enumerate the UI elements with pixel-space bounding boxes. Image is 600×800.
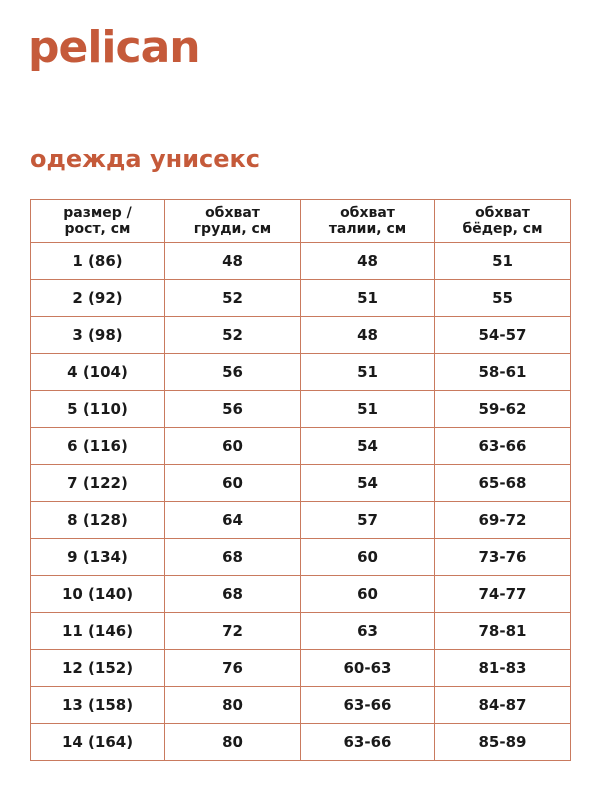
cell-hips: 85-89 [435, 724, 571, 761]
cell-size: 12 (152) [31, 650, 165, 687]
cell-hips: 84-87 [435, 687, 571, 724]
cell-size: 8 (128) [31, 502, 165, 539]
header-line: обхват [340, 205, 395, 221]
cell-waist: 60 [301, 539, 435, 576]
table-row [31, 539, 571, 576]
cell-size: 4 (104) [31, 354, 165, 391]
cell-hips: 58-61 [435, 354, 571, 391]
cell-hips: 51 [435, 243, 571, 280]
cell-chest: 60 [165, 465, 301, 502]
table-row [31, 465, 571, 502]
header-size-height [31, 200, 165, 243]
cell-size: 10 (140) [31, 576, 165, 613]
brand-logo: pelican [28, 22, 200, 73]
cell-hips: 63-66 [435, 428, 571, 465]
cell-size: 2 (92) [31, 280, 165, 317]
header-line: обхват [475, 205, 530, 221]
cell-hips: 73-76 [435, 539, 571, 576]
cell-size: 5 (110) [31, 391, 165, 428]
cell-size: 6 (116) [31, 428, 165, 465]
cell-waist: 63 [301, 613, 435, 650]
cell-size: 11 (146) [31, 613, 165, 650]
table-row [31, 650, 571, 687]
cell-hips: 65-68 [435, 465, 571, 502]
header-line: размер / [63, 205, 132, 221]
cell-chest: 56 [165, 391, 301, 428]
cell-hips: 69-72 [435, 502, 571, 539]
cell-chest: 52 [165, 280, 301, 317]
header-line: груди, см [193, 221, 272, 237]
cell-waist: 54 [301, 428, 435, 465]
header-line: талии, см [328, 221, 407, 237]
cell-chest: 80 [165, 687, 301, 724]
cell-chest: 52 [165, 317, 301, 354]
cell-chest: 76 [165, 650, 301, 687]
cell-chest: 80 [165, 724, 301, 761]
cell-chest: 68 [165, 576, 301, 613]
cell-waist: 51 [301, 280, 435, 317]
cell-waist: 60-63 [301, 650, 435, 687]
cell-waist: 54 [301, 465, 435, 502]
cell-hips: 81-83 [435, 650, 571, 687]
header-hips [435, 200, 571, 243]
cell-waist: 60 [301, 576, 435, 613]
table-row [31, 280, 571, 317]
table-row [31, 354, 571, 391]
cell-hips: 74-77 [435, 576, 571, 613]
table-header-row [31, 200, 571, 243]
cell-chest: 72 [165, 613, 301, 650]
cell-chest: 56 [165, 354, 301, 391]
cell-chest: 60 [165, 428, 301, 465]
cell-size: 14 (164) [31, 724, 165, 761]
cell-chest: 48 [165, 243, 301, 280]
table-row [31, 576, 571, 613]
cell-waist: 48 [301, 243, 435, 280]
table-row [31, 428, 571, 465]
table-row [31, 724, 571, 761]
cell-size: 13 (158) [31, 687, 165, 724]
table-row [31, 613, 571, 650]
cell-size: 3 (98) [31, 317, 165, 354]
table-row [31, 502, 571, 539]
table-row [31, 317, 571, 354]
cell-size: 7 (122) [31, 465, 165, 502]
cell-hips: 54-57 [435, 317, 571, 354]
table-row [31, 391, 571, 428]
header-line: рост, см [64, 221, 131, 237]
cell-waist: 48 [301, 317, 435, 354]
cell-waist: 57 [301, 502, 435, 539]
size-chart-table [30, 199, 571, 761]
cell-chest: 68 [165, 539, 301, 576]
header-line: бёдер, см [462, 221, 543, 237]
cell-size: 9 (134) [31, 539, 165, 576]
header-waist [301, 200, 435, 243]
table-body [31, 243, 571, 761]
cell-waist: 63-66 [301, 687, 435, 724]
cell-hips: 55 [435, 280, 571, 317]
cell-hips: 59-62 [435, 391, 571, 428]
table-row [31, 243, 571, 280]
cell-waist: 51 [301, 391, 435, 428]
page-title: одежда унисекс [30, 145, 261, 173]
cell-waist: 63-66 [301, 724, 435, 761]
cell-chest: 64 [165, 502, 301, 539]
cell-hips: 78-81 [435, 613, 571, 650]
header-line: обхват [205, 205, 260, 221]
table-row [31, 687, 571, 724]
cell-size: 1 (86) [31, 243, 165, 280]
header-chest [165, 200, 301, 243]
cell-waist: 51 [301, 354, 435, 391]
